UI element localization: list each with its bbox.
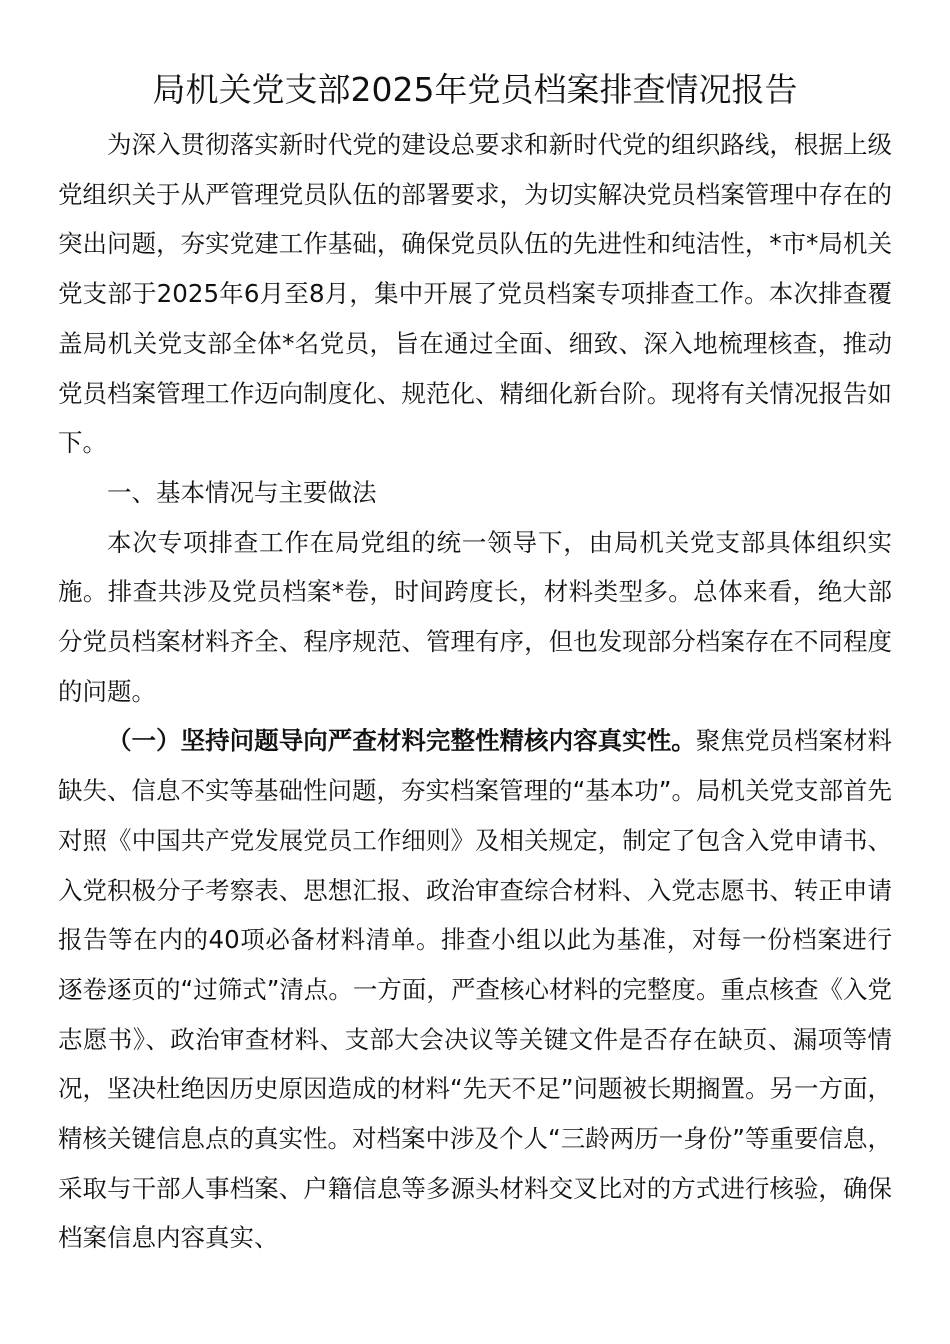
- subsection-heading: （一）坚持问题导向严查材料完整性精核内容真实性。: [107, 726, 696, 756]
- subsection-text: 聚焦党员档案材料缺失、信息不实等基础性问题，夯实档案管理的“基本功”。局机关党支部首先对照《中国共产党发展党员工作细则》及相关规定，制定了包含入党申请书、入党积极分子考察表、思想汇报、政治审查综合材料、入党志愿书、转正申请报告等在内的40项必备材料清单。排查小组以此为基准，对每一份档案进行逐卷逐页的“过筛式”清点。一方面，严查核心材料的完整度。重点核查《入党志愿书》、政治审查材料、支部大会决议等关键文件是否存在缺页、漏项等情况，坚决杜绝因历史原因造成的材料“先天不足”问题被长期搁置。另一方面，精核关键信息点的真实性。对档案中涉及个人“三龄两历一身份”等重要信息，采取与干部人事档案、户籍信息等多源头材料交叉比对的方式进行核验，确保档案信息内容真实、: [58, 726, 893, 1253]
- intro-paragraph: 为深入贯彻落实新时代党的建设总要求和新时代党的组织路线，根据上级党组织关于从严管理党员队伍的部署要求，为切实解决党员档案管理中存在的突出问题，夯实党建工作基础，确保党员队伍的先进性和纯洁性，*市*局机关党支部于2025年6月至8月，集中开展了党员档案专项排查工作。本次排查覆盖局机关党支部全体*名党员，旨在通过全面、细致、深入地梳理核查，推动党员档案管理工作迈向制度化、规范化、精细化新台阶。现将有关情况报告如下。: [58, 130, 892, 458]
- section-paragraph: 本次专项排查工作在局党组的统一领导下，由局机关党支部具体组织实施。排查共涉及党员档案*卷，时间跨度长，材料类型多。总体来看，绝大部分党员档案材料齐全、程序规范、管理有序，但也发现部分档案存在不同程度的问题。: [58, 527, 892, 706]
- document-title: 局机关党支部2025年党员档案排查情况报告: [152, 70, 798, 109]
- subsection-paragraph: [58, 716, 892, 1263]
- section-heading: 一、基本情况与主要做法: [107, 477, 377, 507]
- document-page: [58, 60, 892, 1263]
